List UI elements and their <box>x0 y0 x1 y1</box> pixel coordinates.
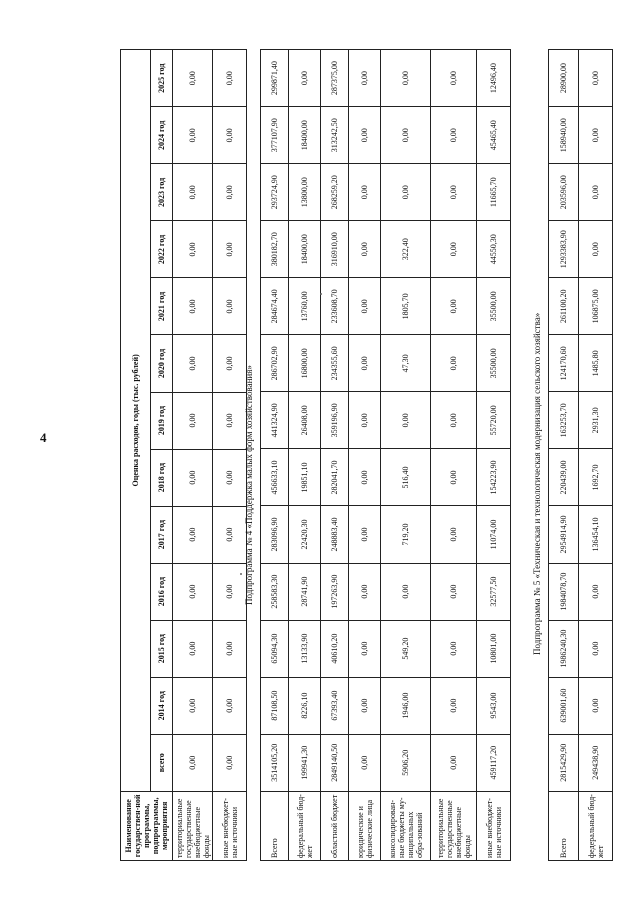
table-cell: 0,00 <box>579 221 613 278</box>
row-label: территориальные государственные внебюджетные фонды <box>173 791 213 860</box>
table-cell: 0,00 <box>431 449 477 506</box>
table-cell: 199941,30 <box>289 734 321 791</box>
table-cell: 516,40 <box>381 449 431 506</box>
table-cell: 16800,00 <box>289 335 321 392</box>
table-cell: 12496,40 <box>477 50 511 107</box>
table-cell: 0,00 <box>173 335 213 392</box>
table-cell: 55720,00 <box>477 392 511 449</box>
table-cell: 0,00 <box>213 620 247 677</box>
subprogram-5-table <box>548 49 613 861</box>
table-cell: 248883,40 <box>321 506 349 563</box>
table-cell: 293724,90 <box>261 164 289 221</box>
table-cell: 0,00 <box>431 50 477 107</box>
table-cell: 0,00 <box>173 278 213 335</box>
table-cell: 106875,00 <box>579 278 613 335</box>
table-cell: 0,00 <box>173 107 213 164</box>
table-cell: 0,00 <box>173 563 213 620</box>
row-label: иные внебюджет-ные источники <box>213 791 247 860</box>
table-cell: 549,20 <box>381 620 431 677</box>
table-cell: 0,00 <box>213 278 247 335</box>
year-header: всего <box>151 734 173 791</box>
table-cell: 1805,70 <box>381 278 431 335</box>
table-row <box>289 50 321 861</box>
table-cell: 0,00 <box>381 107 431 164</box>
table-cell: 0,00 <box>431 107 477 164</box>
table-cell: 0,00 <box>349 449 381 506</box>
table-cell: 380182,70 <box>261 221 289 278</box>
table-cell: 220439,00 <box>549 449 579 506</box>
row-label: федеральный бюд-жет <box>289 791 321 860</box>
row-label: территориальные государственные внебюджетные фонды <box>431 791 477 860</box>
year-header: 2024 год <box>151 107 173 164</box>
table-cell: 0,00 <box>381 563 431 620</box>
table-cell: 0,00 <box>349 221 381 278</box>
table-cell: 0,00 <box>173 734 213 791</box>
estimate-header: Оценка расходов, годы (тыс. рублей) <box>121 50 151 792</box>
table-cell: 0,00 <box>173 392 213 449</box>
year-header: 2022 год <box>151 221 173 278</box>
table-cell: 0,00 <box>579 164 613 221</box>
table-cell: 268259,20 <box>321 164 349 221</box>
table-row <box>321 50 349 861</box>
table-cell: 0,00 <box>431 506 477 563</box>
table-cell: 9543,00 <box>477 677 511 734</box>
table-cell: 0,00 <box>349 278 381 335</box>
table-cell: 26408,00 <box>289 392 321 449</box>
subprogram-5-title: Подпрограмма № 5 «Техническая и технологическая модернизация сельского хозяйства» <box>532 312 542 655</box>
table-cell: 87108,50 <box>261 677 289 734</box>
table-cell: 0,00 <box>173 620 213 677</box>
scan-speck <box>240 573 242 575</box>
table-cell: 13133,90 <box>289 620 321 677</box>
table-row <box>213 50 247 861</box>
table-cell: 0,00 <box>213 563 247 620</box>
table-cell: 18400,00 <box>289 107 321 164</box>
year-header: 2020 год <box>151 335 173 392</box>
table-cell: 0,00 <box>213 335 247 392</box>
table-cell: 5906,20 <box>381 734 431 791</box>
table-cell: 44550,30 <box>477 221 511 278</box>
table-cell: 0,00 <box>431 677 477 734</box>
table-cell: 0,00 <box>431 392 477 449</box>
table-cell: 18400,00 <box>289 221 321 278</box>
table-cell: 0,00 <box>431 221 477 278</box>
table-cell: 258583,30 <box>261 563 289 620</box>
table-cell: 0,00 <box>349 620 381 677</box>
table-cell: 0,00 <box>579 563 613 620</box>
table-cell: 286702,90 <box>261 335 289 392</box>
table-cell: 233608,70 <box>321 278 349 335</box>
year-header: 2017 год <box>151 506 173 563</box>
year-header: 2014 год <box>151 677 173 734</box>
table-cell: 2931,30 <box>579 392 613 449</box>
year-header: 2021 год <box>151 278 173 335</box>
table-cell: 1986240,30 <box>549 620 579 677</box>
table-header-block <box>120 49 247 861</box>
table-cell: 0,00 <box>381 50 431 107</box>
table-cell: 0,00 <box>173 221 213 278</box>
row-label: федеральный бюд-жет <box>579 791 613 860</box>
table-cell: 13800,00 <box>289 164 321 221</box>
table-cell: 0,00 <box>213 107 247 164</box>
table-cell: 0,00 <box>431 563 477 620</box>
table-cell: 0,00 <box>173 506 213 563</box>
table-row <box>381 50 431 861</box>
table-cell: 234355,60 <box>321 335 349 392</box>
table-cell: 313242,50 <box>321 107 349 164</box>
table-cell: 0,00 <box>381 392 431 449</box>
table-cell: 45465,40 <box>477 107 511 164</box>
table-cell: 0,00 <box>579 50 613 107</box>
table-cell: 13760,00 <box>289 278 321 335</box>
row-label: Всего <box>549 791 579 860</box>
table-cell: 0,00 <box>349 335 381 392</box>
table-cell: 0,00 <box>173 677 213 734</box>
table-cell: 0,00 <box>431 734 477 791</box>
table-cell: 197263,90 <box>321 563 349 620</box>
table-cell: 0,00 <box>579 620 613 677</box>
table-cell: 456633,10 <box>261 449 289 506</box>
subprogram-4-title: Подпрограмма № 4 «Поддержка малых форм хозяйствования» <box>244 365 254 605</box>
table-cell: 316910,00 <box>321 221 349 278</box>
table-cell: 0,00 <box>173 50 213 107</box>
table-cell: 0,00 <box>173 449 213 506</box>
table-cell: 1692,70 <box>579 449 613 506</box>
table-cell: 1485,80 <box>579 335 613 392</box>
table-cell: 299871,40 <box>261 50 289 107</box>
table-cell: 261100,20 <box>549 278 579 335</box>
table-cell: 65094,30 <box>261 620 289 677</box>
table-cell: 40610,20 <box>321 620 349 677</box>
table-cell: 22420,30 <box>289 506 321 563</box>
table-cell: 35500,00 <box>477 335 511 392</box>
table-cell: 0,00 <box>349 107 381 164</box>
table-cell: 0,00 <box>213 449 247 506</box>
table-cell: 154223,90 <box>477 449 511 506</box>
table-cell: 28741,90 <box>289 563 321 620</box>
table-cell: 19851,10 <box>289 449 321 506</box>
table-cell: 158940,00 <box>549 107 579 164</box>
table-cell: 3514105,20 <box>261 734 289 791</box>
subprogram-4-table <box>260 49 511 861</box>
table-cell: 0,00 <box>213 50 247 107</box>
table-cell: 0,00 <box>349 734 381 791</box>
table-cell: 203596,00 <box>549 164 579 221</box>
table-cell: 0,00 <box>213 506 247 563</box>
row-label: иные внебюджет-ные источники <box>477 791 511 860</box>
table-cell: 10801,00 <box>477 620 511 677</box>
table-cell: 719,20 <box>381 506 431 563</box>
year-header: 2018 год <box>151 449 173 506</box>
table-cell: 0,00 <box>213 221 247 278</box>
table-cell: 287375,00 <box>321 50 349 107</box>
table-cell: 283096,90 <box>261 506 289 563</box>
table-cell: 322,40 <box>381 221 431 278</box>
table-row <box>349 50 381 861</box>
table-cell: 0,00 <box>349 50 381 107</box>
table-cell: 0,00 <box>431 164 477 221</box>
table-row <box>261 50 289 861</box>
table-cell: 0,00 <box>431 620 477 677</box>
table-cell: 124170,60 <box>549 335 579 392</box>
row-label: областной бюджет <box>321 791 349 860</box>
table-row <box>431 50 477 861</box>
table-cell: 0,00 <box>213 392 247 449</box>
table-cell: 136454,10 <box>579 506 613 563</box>
table-cell: 0,00 <box>381 164 431 221</box>
table-cell: 11074,00 <box>477 506 511 563</box>
table-cell: 8226,10 <box>289 677 321 734</box>
table-cell: 284674,40 <box>261 278 289 335</box>
table-row <box>173 50 213 861</box>
table-cell: 282041,70 <box>321 449 349 506</box>
table-cell: 67393,40 <box>321 677 349 734</box>
table-cell: 441324,90 <box>261 392 289 449</box>
table-cell: 1946,00 <box>381 677 431 734</box>
table-cell: 32577,50 <box>477 563 511 620</box>
table-cell: 377107,90 <box>261 107 289 164</box>
year-header: 2015 год <box>151 620 173 677</box>
table-cell: 11665,70 <box>477 164 511 221</box>
year-header: 2016 год <box>151 563 173 620</box>
table-cell: 0,00 <box>289 50 321 107</box>
table-cell: 35500,00 <box>477 278 511 335</box>
table-cell: 0,00 <box>349 677 381 734</box>
table-cell: 1984078,70 <box>549 563 579 620</box>
table-cell: 0,00 <box>173 164 213 221</box>
table-cell: 0,00 <box>349 563 381 620</box>
table-cell: 359196,90 <box>321 392 349 449</box>
table-cell: 2815429,90 <box>549 734 579 791</box>
table-cell: 0,00 <box>431 335 477 392</box>
table-cell: 0,00 <box>579 677 613 734</box>
name-column-header: Наименование государствен-ной программы, подпрограммы, мероприятия <box>121 791 173 860</box>
row-label: Всего <box>261 791 289 860</box>
table-cell: 639001,60 <box>549 677 579 734</box>
table-cell: 459117,20 <box>477 734 511 791</box>
table-cell: 0,00 <box>431 278 477 335</box>
table-cell: 0,00 <box>213 164 247 221</box>
table-cell: 2849140,50 <box>321 734 349 791</box>
table-cell: 1293383,90 <box>549 221 579 278</box>
table-cell: 163253,70 <box>549 392 579 449</box>
year-header: 2025 год <box>151 50 173 107</box>
table-cell: 28900,00 <box>549 50 579 107</box>
table-cell: 0,00 <box>579 107 613 164</box>
table-cell: 0,00 <box>349 392 381 449</box>
table-row <box>477 50 511 861</box>
table-row <box>579 50 613 861</box>
scan-speck <box>320 293 322 295</box>
page-number: 4 <box>40 430 47 445</box>
table-cell: 0,00 <box>349 164 381 221</box>
table-cell: 249438,90 <box>579 734 613 791</box>
table-cell: 2954914,90 <box>549 506 579 563</box>
table-cell: 47,30 <box>381 335 431 392</box>
row-label: юридические и физические лица <box>349 791 381 860</box>
year-header: 2019 год <box>151 392 173 449</box>
table-cell: 0,00 <box>213 734 247 791</box>
year-header: 2023 год <box>151 164 173 221</box>
table-cell: 0,00 <box>213 677 247 734</box>
row-label: консолидирован-ные бюджеты му-ниципальных обра-зований <box>381 791 431 860</box>
table-cell: 0,00 <box>349 506 381 563</box>
table-row <box>549 50 579 861</box>
